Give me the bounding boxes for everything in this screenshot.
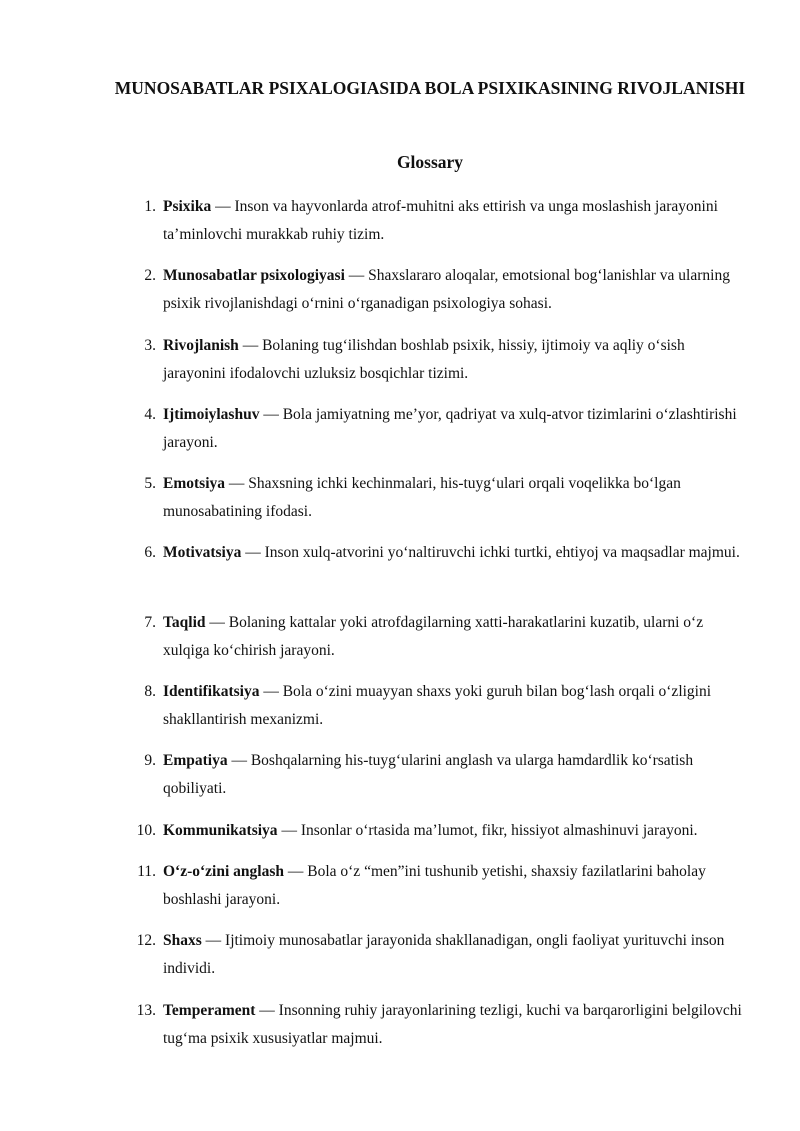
entry-term: Identifikatsiya <box>163 683 260 701</box>
entry-number: 1. <box>144 198 156 215</box>
glossary-entry <box>126 539 746 595</box>
entry-definition: — Shaxslararo aloqalar, emotsional bogʻlanishlar va ularning psixik rivojlanishdagi oʻrnini oʻrganadigan psixologiya sohasi. <box>163 267 730 313</box>
glossary-entry <box>126 858 746 914</box>
entry-term: Psixika <box>163 198 212 215</box>
entry-number: 12. <box>136 932 156 950</box>
entry-term: Shaxs <box>163 932 202 950</box>
entry-term: Kommunikatsiya <box>163 821 278 839</box>
entry-definition: — Boshqalarning his-tuygʻularini anglash va ularga hamdardlik koʻrsatish qobiliyati. <box>163 752 694 798</box>
entry-number: 7. <box>144 613 156 631</box>
entry-definition: — Bolaning kattalar yoki atrofdagilarning xatti-harakatlarini kuzatib, ularni oʻz xulqiga koʻchirish jarayoni. <box>163 613 704 659</box>
entry-definition: — Insonning ruhiy jarayonlarining tezligi, kuchi va barqarorligini belgilovchi tugʻma psixik xususiyatlar majmui. <box>163 1001 742 1047</box>
entry-number: 10. <box>136 821 156 839</box>
document-subtitle: Glossary <box>396 152 464 172</box>
entry-term: Emotsiya <box>163 475 225 493</box>
entry-number: 11. <box>137 862 156 880</box>
glossary-entry <box>126 262 746 318</box>
glossary-entry <box>126 817 746 845</box>
entry-number: 2. <box>144 267 156 285</box>
entry-definition: — Bola oʻzini muayyan shaxs yoki guruh bilan bogʻlash orqali oʻzligini shakllantirish mexanizmi. <box>163 683 712 729</box>
entry-number: 13. <box>136 1001 156 1019</box>
entry-number: 6. <box>144 544 156 562</box>
entry-term: Temperament <box>163 1001 256 1019</box>
glossary-entry <box>126 678 746 734</box>
entry-definition: — Ijtimoiy munosabatlar jarayonida shakllanadigan, ongli faoliyat yurituvchi inson individi. <box>163 932 725 978</box>
glossary-entry <box>126 401 746 457</box>
entry-definition: — Insonlar oʻrtasida maʼlumot, fikr, hissiyot almashinuvi jarayoni. <box>277 821 698 839</box>
entry-term: Rivojlanish <box>163 336 239 354</box>
entry-number: 5. <box>144 475 156 493</box>
entry-definition: — Inson va hayvonlarda atrof-muhitni aks ettirish va unga moslashish jarayonini taʼminlovchi murakkab ruhiy tizim. <box>163 198 718 243</box>
glossary-entry <box>126 609 746 665</box>
glossary-entry <box>126 927 746 983</box>
entry-number: 3. <box>144 336 156 354</box>
glossary-entry <box>126 193 746 249</box>
entry-term: Oʻz-oʻzini anglash <box>163 862 284 880</box>
entry-number: 9. <box>144 752 156 770</box>
entry-term: Munosabatlar psixologiyasi <box>163 267 345 285</box>
entry-term: Taqlid <box>163 613 206 631</box>
entry-term: Empatiya <box>163 752 228 770</box>
glossary-entry <box>126 747 746 803</box>
entry-term: Motivatsiya <box>163 544 242 562</box>
entry-number: 8. <box>144 683 156 701</box>
document-title: MUNOSABATLAR PSIXALOGIASIDA BOLA PSIXIKASINING RIVOJLANISHI <box>114 78 746 98</box>
glossary-entry <box>126 997 746 1053</box>
entry-definition: — Bolaning tugʻilishdan boshlab psixik, hissiy, ijtimoiy va aqliy oʻsish jarayonini ifodalovchi uzluksiz bosqichlar tizimi. <box>163 336 685 382</box>
entry-definition: — Inson xulq-atvorini yoʻnaltiruvchi ichki turtki, ehtiyoj va maqsadlar majmui. <box>241 544 740 562</box>
entry-definition: — Shaxsning ichki kechinmalari, his-tuygʻulari orqali voqelikka boʻlgan munosabatining ifodasi. <box>163 475 681 521</box>
entry-definition: — Bola oʻz “men”ini tushunib yetishi, shaxsiy fazilatlarini baholay boshlashi jarayoni. <box>163 862 706 908</box>
glossary-list <box>126 193 746 1066</box>
entry-number: 4. <box>144 405 156 423</box>
entry-term: Ijtimoiylashuv <box>163 405 260 423</box>
entry-definition: — Bola jamiyatning meʼyor, qadriyat va xulq-atvor tizimlarini oʻzlashtirishi jarayoni. <box>163 405 737 451</box>
glossary-entry <box>126 470 746 526</box>
glossary-entry <box>126 332 746 388</box>
